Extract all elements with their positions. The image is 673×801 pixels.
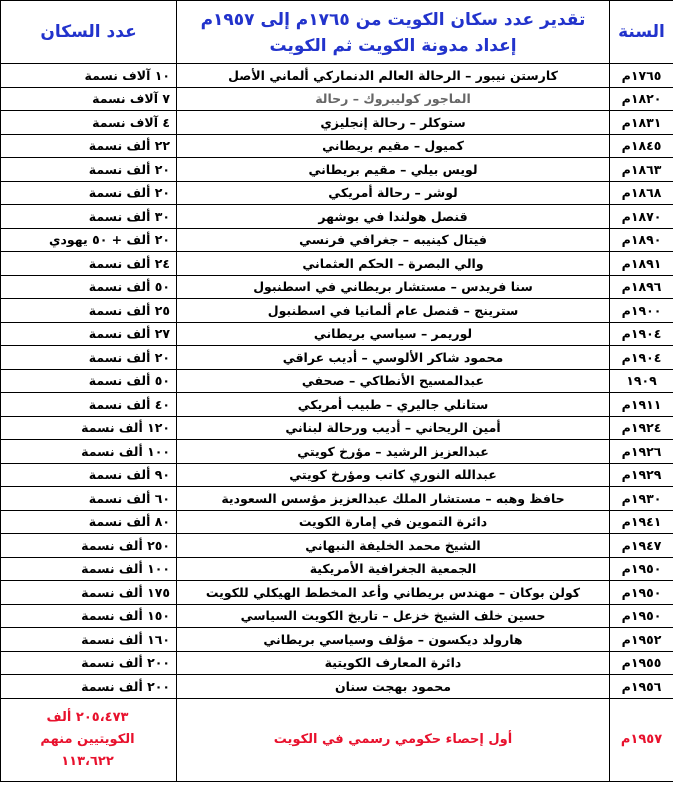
title-line-1: تقدير عدد سكان الكويت من ١٧٦٥م إلى ١٩٥٧م [200,10,586,30]
population-cell: ٢٠ ألف نسمة [1,346,177,370]
population-cell: ١٠٠ ألف نسمة [1,440,177,464]
population-cell [1,698,177,781]
year-cell: ١٧٦٥م [610,64,673,88]
year-cell: ١٩٥٠م [610,581,673,605]
source-cell: الشيخ محمد الخليفة النبهاني [177,534,610,558]
table-row [1,275,673,299]
population-cell: ٢٠٠ ألف نسمة [1,675,177,699]
year-cell: ١٩٤١م [610,510,673,534]
table-row [1,393,673,417]
table-row [1,134,673,158]
year-cell: ١٩٥٠م [610,604,673,628]
table-row [1,463,673,487]
table-row [1,322,673,346]
year-cell: ١٩٤٧م [610,534,673,558]
population-cell: ٢٠ ألف نسمة [1,181,177,205]
population-cell: ٤٠ ألف نسمة [1,393,177,417]
year-cell: ١٨٧٠م [610,205,673,229]
source-cell: دائرة المعارف الكويتية [177,651,610,675]
table-row [1,487,673,511]
title-line-2: إعداد مدونة الكويت ثم الكويت [269,36,517,56]
population-cell: ٤ آلاف نسمة [1,111,177,135]
year-cell: ١٩٥٦م [610,675,673,699]
table-row [1,651,673,675]
year-cell: ١٨٩٠م [610,228,673,252]
year-cell: ١٩٥٠م [610,557,673,581]
source-cell: فيتال كينيبه – جغرافي فرنسي [177,228,610,252]
population-cell: ١٧٥ ألف نسمة [1,581,177,605]
table-row [1,346,673,370]
table-row [1,534,673,558]
year-cell: ١٩٢٦م [610,440,673,464]
source-cell: والي البصرة – الحكم العثماني [177,252,610,276]
source-cell: حسين خلف الشيخ خزعل – تاريخ الكويت السياسي [177,604,610,628]
year-cell: ١٩١١م [610,393,673,417]
table-row [1,416,673,440]
source-cell: عبدالله النوري كاتب ومؤرخ كويتي [177,463,610,487]
population-cell: ٢٧ ألف نسمة [1,322,177,346]
year-cell: ١٩٠٩ [610,369,673,393]
population-column-header: عدد السكان [1,1,177,64]
source-cell: دائرة التموين في إمارة الكويت [177,510,610,534]
table-row [1,369,673,393]
table-row [1,111,673,135]
source-cell: هارولد ديكسون – مؤلف وسياسي بريطاني [177,628,610,652]
source-cell: لوشر – رحالة أمريكي [177,181,610,205]
source-cell: عبدالمسيح الأنطاكي – صحفي [177,369,610,393]
source-cell: كميول – مقيم بريطاني [177,134,610,158]
table-row [1,557,673,581]
table-row [1,205,673,229]
source-cell: الماجور كوليبروك – رحالة [177,87,610,111]
source-cell: أول إحصاء حكومي رسمي في الكويت [177,698,610,781]
table-row [1,158,673,182]
source-cell: الجمعية الجغرافية الأمريكية [177,557,610,581]
population-cell: ٨٠ ألف نسمة [1,510,177,534]
table-row [1,252,673,276]
source-cell: لوريمر – سياسي بريطاني [177,322,610,346]
year-cell: ١٩٣٠م [610,487,673,511]
source-cell: ستانلي جاليري – طبيب أمريكي [177,393,610,417]
table-row [1,440,673,464]
table-row [1,64,673,88]
population-cell: ٦٠ ألف نسمة [1,487,177,511]
population-cell: ١٠٠ ألف نسمة [1,557,177,581]
table-row [1,510,673,534]
year-cell: ١٨٦٣م [610,158,673,182]
year-cell: ١٨٢٠م [610,87,673,111]
year-column-header: السنة [610,1,673,64]
population-cell: ٢٠ ألف + ٥٠ يهودي [1,228,177,252]
source-cell: لويس بيلي – مقيم بريطاني [177,158,610,182]
source-cell: قنصل هولندا في بوشهر [177,205,610,229]
population-cell: ١٦٠ ألف نسمة [1,628,177,652]
table-row [1,181,673,205]
year-cell: ١٨٣١م [610,111,673,135]
source-cell: ستوكلر – رحالة إنجليزي [177,111,610,135]
header-row [1,1,673,64]
source-cell: أمين الريحاني – أديب ورحالة لبناني [177,416,610,440]
source-cell: حافظ وهبه – مستشار الملك عبدالعزيز مؤسس السعودية [177,487,610,511]
year-cell: ١٩٠٤م [610,322,673,346]
source-cell: عبدالعزيز الرشيد – مؤرخ كويتي [177,440,610,464]
table-row [1,581,673,605]
year-cell: ١٩٢٤م [610,416,673,440]
population-cell: ٩٠ ألف نسمة [1,463,177,487]
table-title [177,1,610,64]
population-cell: ٢٢ ألف نسمة [1,134,177,158]
source-cell: كولن بوكان – مهندس بريطاني وأعد المخطط الهيكلي للكويت [177,581,610,605]
population-cell: ٢٠ ألف نسمة [1,158,177,182]
year-cell: ١٨٤٥م [610,134,673,158]
table-row [1,299,673,323]
population-cell: ٢٠٠ ألف نسمة [1,651,177,675]
year-cell: ١٩٥٧م [610,698,673,781]
year-cell: ١٩٥٥م [610,651,673,675]
source-cell: كارستن نيبور – الرحالة العالم الدنماركي ألماني الأصل [177,64,610,88]
table-row [1,87,673,111]
population-cell: ٢٥ ألف نسمة [1,299,177,323]
population-cell: ٥٠ ألف نسمة [1,369,177,393]
source-cell: سترينج – قنصل عام ألمانيا في اسطنبول [177,299,610,323]
source-cell: محمود شاكر الألوسي – أديب عراقي [177,346,610,370]
population-cell: ١٠ آلاف نسمة [1,64,177,88]
year-cell: ١٩٢٩م [610,463,673,487]
table-row [1,628,673,652]
population-line: الكويتيين منهم [40,731,135,747]
population-cell: ٣٠ ألف نسمة [1,205,177,229]
table-row [1,604,673,628]
population-cell: ٥٠ ألف نسمة [1,275,177,299]
year-cell: ١٨٩٦م [610,275,673,299]
source-cell: محمود بهجت سنان [177,675,610,699]
population-line: ٢٠٥،٤٧٣ ألف [46,709,129,725]
population-cell: ٢٥٠ ألف نسمة [1,534,177,558]
population-cell: ٢٤ ألف نسمة [1,252,177,276]
source-cell: سنا فريدس – مستشار بريطاني في اسطنبول [177,275,610,299]
population-cell: ١٢٠ ألف نسمة [1,416,177,440]
census-1957-row [1,698,673,781]
year-cell: ١٩٠٠م [610,299,673,323]
population-cell: ٧ آلاف نسمة [1,87,177,111]
year-cell: ١٩٥٢م [610,628,673,652]
year-cell: ١٩٠٤م [610,346,673,370]
population-cell: ١٥٠ ألف نسمة [1,604,177,628]
year-cell: ١٨٦٨م [610,181,673,205]
table-row [1,228,673,252]
population-line: ١١٣،٦٢٢ [61,753,114,769]
table-row [1,675,673,699]
year-cell: ١٨٩١م [610,252,673,276]
